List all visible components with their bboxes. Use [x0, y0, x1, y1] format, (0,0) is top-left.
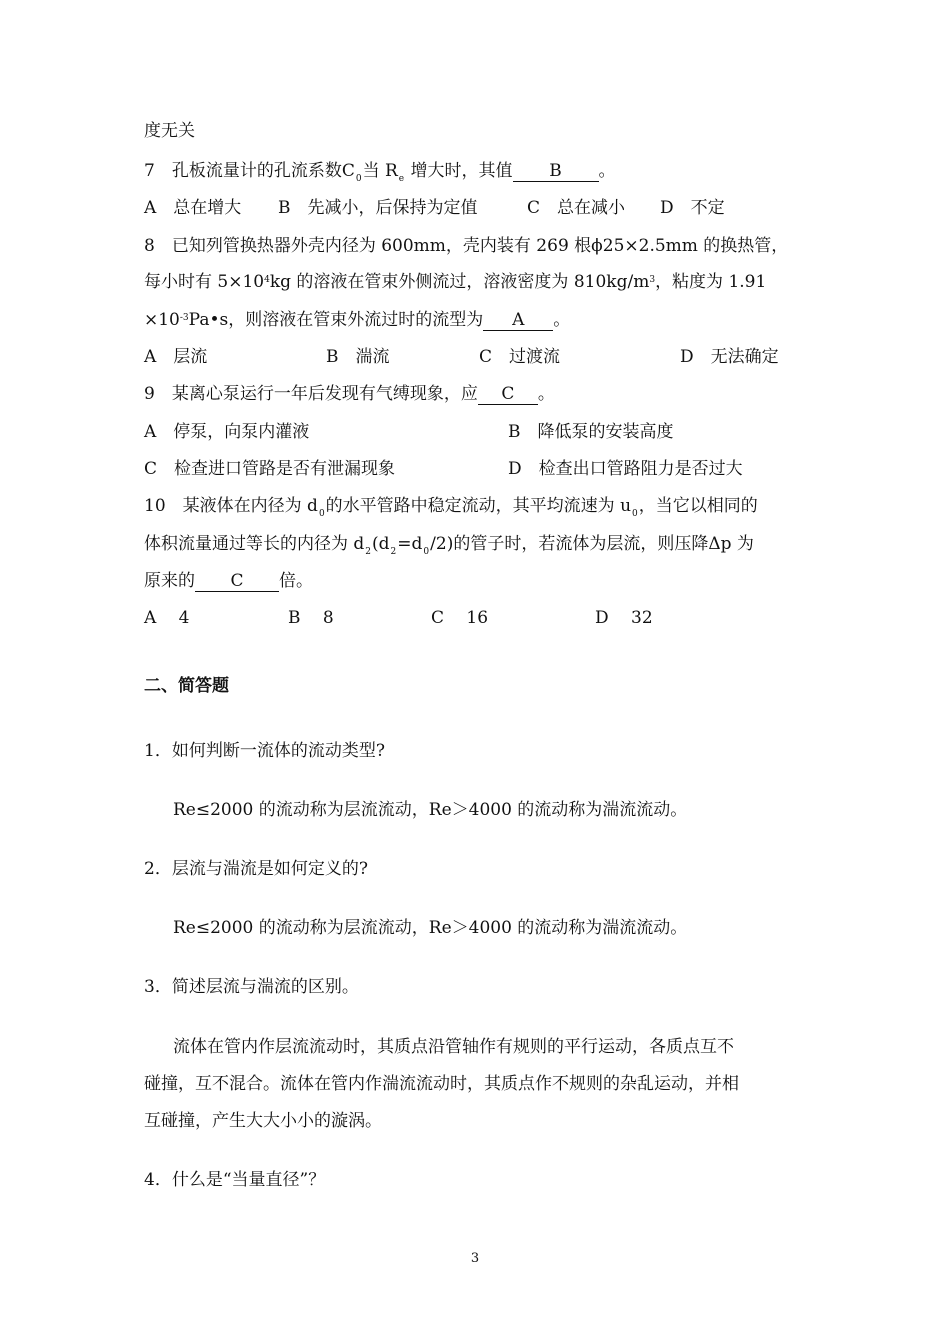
q8-option-b: B 湍流	[326, 347, 390, 367]
q6-tail: 度无关	[144, 121, 195, 141]
answer-3-line3: 互碰撞，产生大大小小的漩涡。	[144, 1111, 382, 1131]
q7-answer-blank: B	[513, 161, 599, 182]
q10-line1: 10 某液体在内径为 $d_0$的水平管路中稳定流动，其平均流速为 $u_0$，当它以相同的	[144, 496, 758, 519]
answer-3-line2: 碰撞，互不混合。流体在管内作湍流流动时，其质点作不规则的杂乱运动，并相	[144, 1074, 739, 1094]
q7-option-d: D 不定	[660, 198, 725, 218]
q8-line2: 每小时有 $5\times 10^4kg$ 的溶液在管束外侧流过，溶液密度为 $810kg/m^3$，粘度为 1.91	[144, 272, 767, 292]
q9-option-b: B 降低泵的安装高度	[508, 422, 674, 442]
q9-stem: 9 某离心泵运行一年后发现有气缚现象，应 C 。	[144, 384, 555, 404]
q7-option-b: B 先减小，后保持为定值	[278, 198, 478, 218]
q10-answer-blank: C	[195, 571, 279, 592]
page-number: 3	[470, 1251, 480, 1266]
q9-answer-blank: C	[478, 384, 538, 405]
q9-option-d: D 检查出口管路阻力是否过大	[508, 459, 743, 479]
section-heading: 二、简答题	[144, 676, 229, 696]
q7-option-a: A 总在增大	[144, 198, 242, 218]
q10-line3: 原来的 C 倍。	[144, 571, 313, 591]
q10-option-b: B 8	[288, 608, 334, 628]
q7-stem: 7 孔板流量计的孔流系数$C_0$当 $R_e$ 增大时，其值 B 。	[144, 161, 616, 184]
q10-option-c: C 16	[431, 608, 489, 628]
answer-2: Re≤2000 的流动称为层流流动，Re＞4000 的流动称为湍流流动。	[173, 918, 688, 938]
answer-1: Re≤2000 的流动称为层流流动，Re＞4000 的流动称为湍流流动。	[173, 800, 688, 820]
q9-option-a: A 停泵，向泵内灌液	[144, 422, 310, 442]
question-3: 3．简述层流与湍流的区别。	[144, 977, 359, 997]
question-1: 1．如何判断一流体的流动类型?	[144, 741, 385, 761]
q8-option-c: C 过渡流	[479, 347, 561, 367]
question-2: 2．层流与湍流是如何定义的?	[144, 859, 368, 879]
q7-option-c: C 总在减小	[527, 198, 626, 218]
q9-option-c: C 检查进口管路是否有泄漏现象	[144, 459, 396, 479]
q10-option-d: D 32	[595, 608, 653, 628]
q10-option-a: A 4	[144, 608, 190, 628]
q8-line3: $\times 10^{-3}Pa•s$，则溶液在管束外流过时的流型为 A 。	[144, 310, 571, 330]
question-4: 4．什么是“当量直径”？	[144, 1170, 326, 1190]
q8-answer-blank: A	[483, 310, 553, 331]
q8-option-d: D 无法确定	[680, 347, 779, 367]
q8-option-a: A 层流	[144, 347, 208, 367]
answer-3-line1: 流体在管内作层流流动时，其质点沿管轴作有规则的平行运动，各质点互不	[173, 1037, 734, 1057]
q10-line2: 体积流量通过等长的内径为 $d_2(d_2=d_0/2)$的管子时，若流体为层流，则压降Δp 为	[144, 534, 754, 557]
q8-line1: 8 已知列管换热器外壳内径为 600mm，壳内装有 269 根ϕ25×2.5mm 的换热管，	[144, 236, 789, 256]
